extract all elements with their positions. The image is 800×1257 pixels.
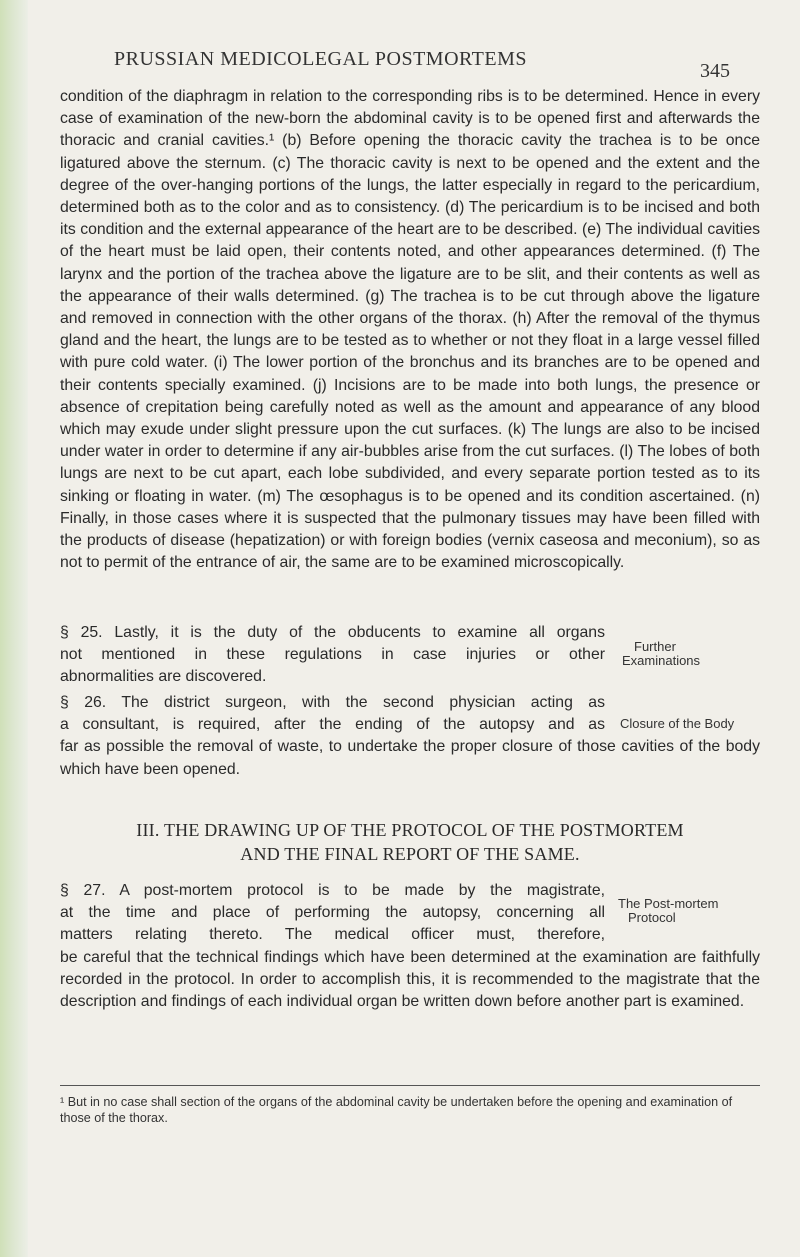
- page-edge-shadow: [0, 0, 28, 1257]
- section-25-line-3: abnormalities are discovered.: [60, 668, 267, 686]
- section-26: [60, 692, 760, 781]
- margin-note-post-mortem-protocol: [618, 897, 718, 925]
- section-26-line-1: § 26. The district surgeon, with the second physician acting as: [60, 694, 605, 711]
- footnote-divider: [60, 1085, 760, 1086]
- section-26-line-2: a consultant, is required, after the ending of the autopsy and as: [60, 716, 605, 734]
- section-27-line-1: § 27. A post-mortem protocol is to be made by the magistrate,: [60, 882, 605, 899]
- paragraph-thoracic-examination: condition of the diaphragm in relation to the corresponding ribs is to be determined. Hence in every case of examination of the new-born the abdominal cavity is to be opened first and afterwards the thoracic and cranial cavities.¹ (b) Before opening the thoracic cavity the trachea is to be once ligatured above the sternum. (c) The thoracic cavity is next to be opened and the extent and the degree of the over-hanging portions of the lungs, the latter especially in regard to the pericardium, determined both as to the color and as to consistency. (d) The pericardium is to be incised and both its condition and the external appearance of the heart are to be described. (e) The individual cavities of the heart must be laid open, their contents noted, and other appearances determined. (f) The larynx and the portion of the trachea above the ligature are to be slit, and their contents as well as the appearance of their walls determined. (g) The trachea is to be cut through above the ligature and removed in connection with the other organs of the thorax. (h) After the removal of the thymus gland and the heart, the lungs are to be tested as to whether or not they float in a large vessel filled with pure cold water. (i) The lower portion of the bronchus and its branches are to be opened and their contents specially examined. (j) Incisions are to be made into both lungs, the presence or absence of crepitation being carefully noted as well as the amount and appearance of any blood which may exude under slight pressure upon the cut surfaces. (k) The lungs are also to be incised under water in order to determine if any air-bubbles arise from the cut surfaces. (l) The lobes of both lungs are next to be cut apart, each lobe subdivided, and every separate portion tested as to its sinking or floating in water. (m) The œsophagus is to be opened and its condition ascertained. (n) Finally, in those cases where it is suspected that the pulmonary tissues may have been filled with the products of disease (hepatization) or with foreign bodies (vernix caseosa and meconium), so as not to permit of the entrance of air, the same are to be examined microscopically.: [60, 88, 760, 572]
- running-head: PRUSSIAN MEDICOLEGAL POSTMORTEMS: [114, 48, 527, 70]
- margin-note-further-examinations: [622, 640, 700, 668]
- page-number: 345: [700, 60, 730, 82]
- section-27-line-3: matters relating thereto. The medical officer must, therefore,: [60, 926, 605, 944]
- margin-note-line: Examinations: [622, 653, 701, 668]
- section-heading-line-2: AND THE FINAL REPORT OF THE SAME.: [240, 844, 580, 864]
- section-heading-line-1: III. THE DRAWING UP OF THE PROTOCOL OF THE POSTMORTEM: [136, 820, 684, 840]
- section-27-line-2: at the time and place of performing the autopsy, concerning all: [60, 904, 605, 922]
- section-26-rest: far as possible the removal of waste, to undertake the proper closure of those cavities of the body which have been opened.: [60, 738, 760, 778]
- footnote: ¹ But in no case shall section of the organs of the abdominal cavity be undertaken before the opening and examination of those of the thorax.: [60, 1095, 733, 1125]
- section-25-line-2: not mentioned in these regulations in case injuries or other: [60, 646, 605, 664]
- margin-note-line: Protocol: [628, 910, 676, 925]
- margin-note-line: Further: [634, 639, 676, 654]
- margin-note-closure-of-body: Closure of the Body: [620, 716, 735, 731]
- section-27-rest: be careful that the technical findings which have been determined at the examination are faithfully recorded in the protocol. In order to accomplish this, it is recommended to the magistrate that the description and findings of each individual organ be written down before another part is examined.: [60, 948, 760, 1011]
- section-25-line-1: § 25. Lastly, it is the duty of the obducents to examine all organs: [60, 624, 605, 641]
- margin-note-line: The Post-mortem: [618, 896, 719, 911]
- section-heading: [60, 818, 760, 866]
